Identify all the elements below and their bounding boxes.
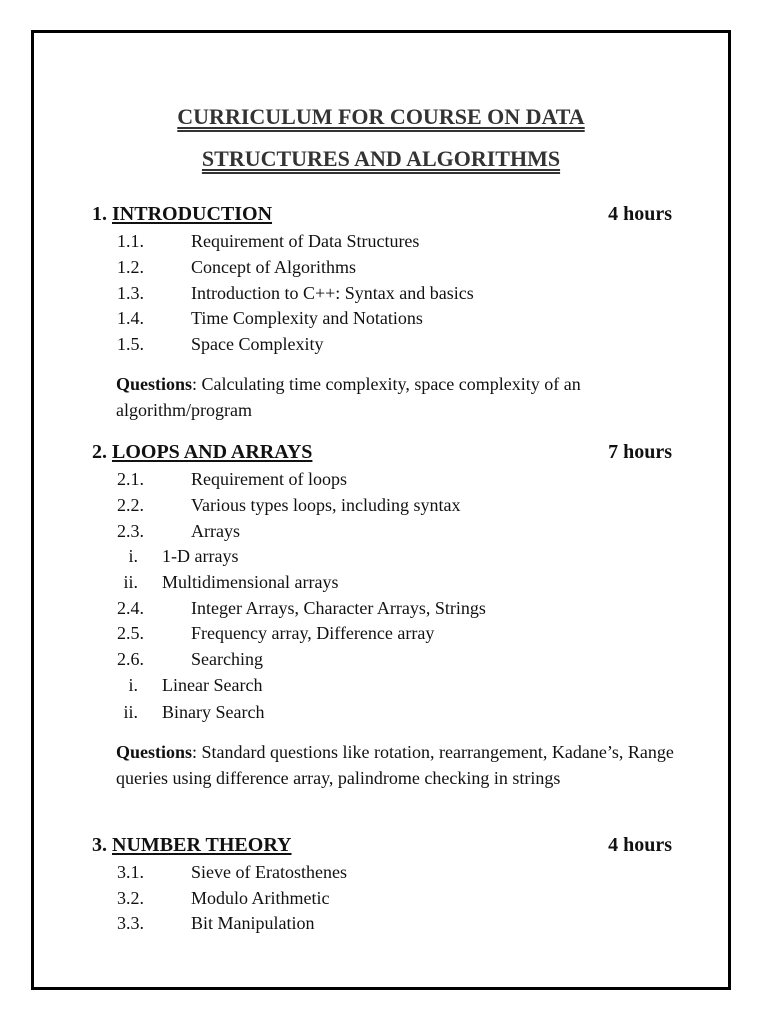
questions-paragraph xyxy=(116,371,676,423)
questions-paragraph xyxy=(116,739,676,791)
item-number: 1.4. xyxy=(117,308,144,328)
item-number: 2.5. xyxy=(117,623,144,643)
item-number: 3.2. xyxy=(117,888,144,908)
section-heading-number-theory xyxy=(92,833,672,857)
item-text: Concept of Algorithms xyxy=(191,257,356,277)
item-text: Various types loops, including syntax xyxy=(191,495,461,515)
item-text: Arrays xyxy=(191,521,240,541)
section-title: NUMBER THEORY xyxy=(112,834,292,856)
sub-item-number: ii. xyxy=(123,702,138,722)
item-number: 1.2. xyxy=(117,257,144,277)
section-number: 2. xyxy=(92,441,107,463)
sub-item-number: ii. xyxy=(123,572,138,592)
sub-item-number: i. xyxy=(128,546,138,566)
section-title: INTRODUCTION xyxy=(112,203,273,225)
item-text: Requirement of Data Structures xyxy=(191,231,420,251)
sub-item-text: Binary Search xyxy=(162,702,265,722)
section-heading-loops-and-arrays xyxy=(92,440,672,464)
item-text: Requirement of loops xyxy=(191,469,347,489)
document-title-line-1: CURRICULUM FOR COURSE ON DATA xyxy=(177,104,585,129)
item-text: Introduction to C++: Syntax and basics xyxy=(191,283,474,303)
item-number: 1.3. xyxy=(117,283,144,303)
item-text: Integer Arrays, Character Arrays, Strings xyxy=(191,598,486,618)
section-heading-introduction xyxy=(92,202,672,226)
item-text: Time Complexity and Notations xyxy=(191,308,423,328)
item-text: Space Complexity xyxy=(191,334,324,354)
item-number: 3.1. xyxy=(117,862,144,882)
sub-item-text: 1-D arrays xyxy=(162,546,239,566)
item-text: Modulo Arithmetic xyxy=(191,888,330,908)
document-title-line-2: STRUCTURES AND ALGORITHMS xyxy=(201,146,561,171)
item-number: 2.2. xyxy=(117,495,144,515)
sub-item-text: Linear Search xyxy=(162,675,263,695)
section-hours: 7 hours xyxy=(608,441,672,463)
item-number: 1.5. xyxy=(117,334,144,354)
item-number: 2.6. xyxy=(117,649,144,669)
sub-item-text: Multidimensional arrays xyxy=(162,572,339,592)
section-number: 3. xyxy=(92,834,107,856)
questions-text: : Standard questions like rotation, rearrangement, Kadane’s, Range queries using difference array, palindrome checking in strings xyxy=(116,742,674,788)
section-number: 1. xyxy=(92,203,107,225)
sub-item-number: i. xyxy=(128,675,138,695)
item-text: Bit Manipulation xyxy=(191,913,315,933)
questions-text: : Calculating time complexity, space complexity of an algorithm/program xyxy=(116,374,581,420)
questions-label: Questions xyxy=(116,374,193,394)
item-number: 1.1. xyxy=(117,231,144,251)
item-text: Frequency array, Difference array xyxy=(191,623,435,643)
item-number: 2.4. xyxy=(117,598,144,618)
item-number: 2.1. xyxy=(117,469,144,489)
section-hours: 4 hours xyxy=(608,834,672,856)
questions-label: Questions xyxy=(116,742,193,762)
section-title: LOOPS AND ARRAYS xyxy=(112,441,313,463)
item-number: 3.3. xyxy=(117,913,144,933)
item-text: Searching xyxy=(191,649,263,669)
item-text: Sieve of Eratosthenes xyxy=(191,862,347,882)
section-hours: 4 hours xyxy=(608,203,672,225)
item-number: 2.3. xyxy=(117,521,144,541)
